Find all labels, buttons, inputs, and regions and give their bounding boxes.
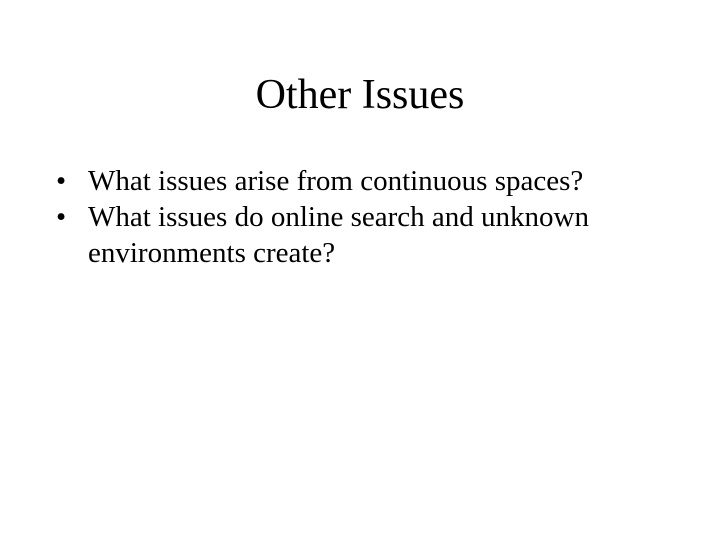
bullet-list — [56, 163, 676, 271]
bullet-dot-icon: • — [56, 201, 67, 233]
bullet-dot-icon: • — [56, 165, 67, 197]
slide-title: Other Issues — [255, 72, 465, 118]
bullet-text: What issues arise from continuous spaces? — [88, 165, 584, 197]
bullet-item — [56, 163, 676, 199]
bullet-item — [56, 199, 676, 271]
bullet-text: What issues do online search and unknown environments create? — [88, 201, 589, 269]
